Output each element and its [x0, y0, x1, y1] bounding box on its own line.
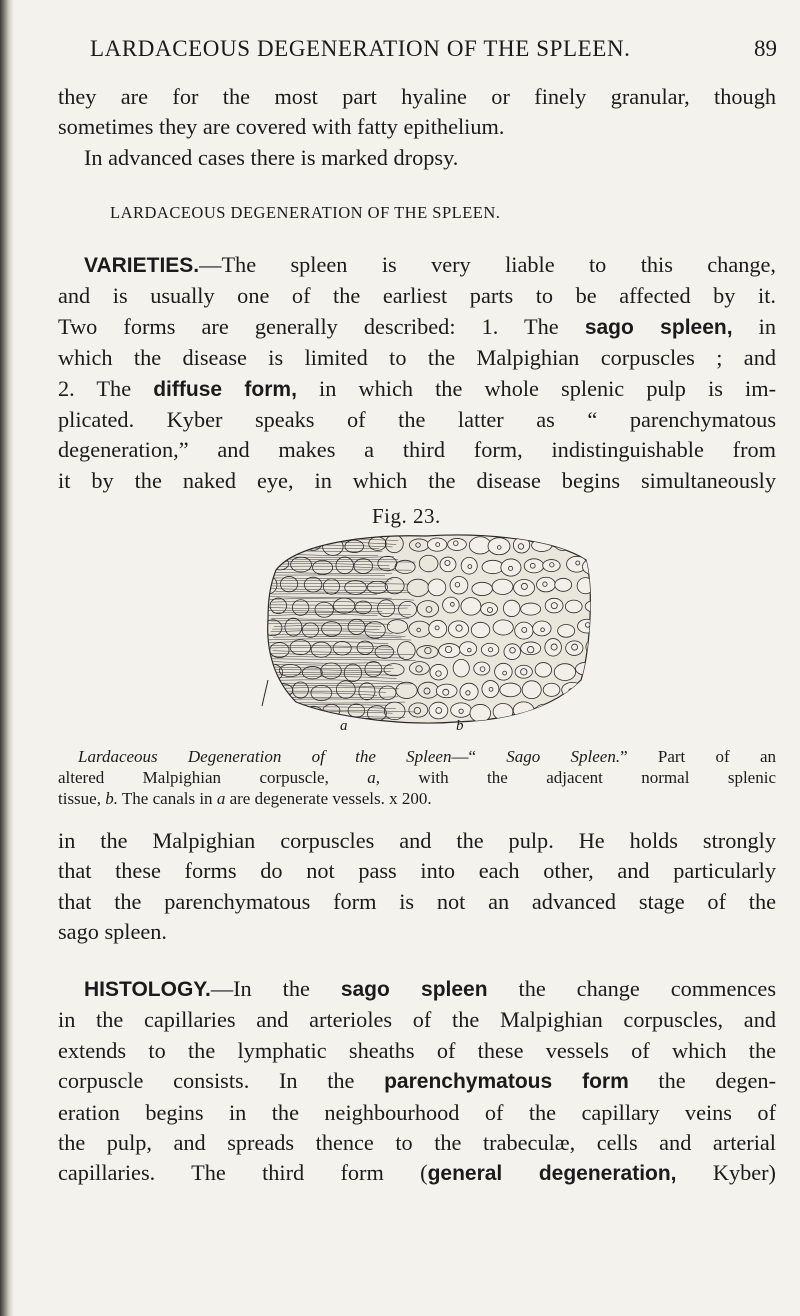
tissue-cell	[566, 641, 583, 656]
cell-nucleus	[564, 712, 569, 717]
tissue-cell	[470, 704, 491, 722]
tissue-cell	[262, 538, 279, 552]
tissue-fiber	[269, 723, 400, 725]
tissue-cell	[501, 559, 521, 576]
pointer-line	[262, 680, 268, 706]
text-line: capillaries. The third form (general degeneration, Kyber)	[58, 1160, 776, 1186]
cell-nucleus	[569, 689, 574, 694]
cell-nucleus	[592, 644, 596, 651]
tissue-cell	[471, 622, 490, 637]
paragraph-varieties	[58, 250, 776, 496]
text-line: that the parenchymatous form is not an advanced stage of the	[58, 888, 776, 914]
tissue-cell	[472, 582, 493, 595]
tissue-cell	[440, 557, 456, 572]
text-line: 2. The diffuse form, in which the whole splenic pulp is im-	[58, 375, 777, 401]
tissue-cell	[428, 579, 446, 596]
paragraph-dropsy	[58, 82, 776, 173]
tissue-cell	[474, 662, 490, 675]
tissue-cell	[461, 598, 481, 616]
tissue-cell	[562, 682, 583, 697]
text-line: In advanced cases there is marked dropsy.	[84, 144, 459, 170]
tissue-cell	[545, 598, 563, 613]
tissue-cell	[439, 644, 460, 658]
tissue-cell	[521, 603, 541, 615]
tissue-cell	[450, 576, 468, 594]
tissue-cell	[545, 639, 562, 657]
tissue-cell	[577, 578, 594, 594]
figure-label: Fig. 23.	[372, 504, 441, 528]
term-sago-spleen: sago spleen	[340, 978, 488, 1001]
tissue-cell	[522, 681, 541, 699]
tissue-cell	[429, 702, 448, 719]
varieties-heading: VARIETIES.	[84, 254, 200, 277]
text-line: they are for the most part hyaline or finely granular, though	[58, 84, 776, 109]
spleen-tissue-drawing	[256, 530, 596, 726]
tissue-cell	[543, 683, 560, 696]
figure-letter-b: b	[456, 718, 464, 734]
caption-line: Lardaceous Degeneration of the Spleen—“ Sago Spleen.” Part of an	[78, 747, 776, 766]
tissue-cell	[448, 538, 467, 550]
text-line: the pulp, and spreads thence to the trabeculæ, cells and arterial	[58, 1130, 776, 1156]
text-line: VARIETIES.—The spleen is very liable to this change,	[84, 252, 776, 277]
paragraph-kyber	[58, 826, 776, 948]
caption-line: altered Malpighian corpuscle, a, with the adjacent normal splenic	[58, 768, 776, 787]
page-number: 89	[754, 36, 777, 61]
text-line: eration begins in the neighbourhood of the capillary veins of	[58, 1099, 776, 1125]
tissue-cell	[284, 704, 304, 719]
text-line: plicated. Kyber speaks of the latter as “ parenchymatous	[58, 407, 776, 433]
tissue-cell	[515, 622, 533, 639]
tissue-cell	[493, 620, 513, 635]
tissue-cell	[451, 703, 472, 717]
tissue-cell	[260, 704, 282, 719]
tissue-cell	[535, 663, 552, 678]
figure-caption	[58, 746, 776, 809]
text-line: and is usually one of the earliest parts to be affected by it.	[58, 283, 776, 309]
tissue-cell	[500, 683, 521, 697]
tissue-cell	[482, 560, 504, 573]
running-head: LARDACEOUS DEGENERATION OF THE SPLEEN.	[90, 36, 631, 61]
tissue-cell	[492, 579, 513, 594]
figure-illustration	[256, 530, 596, 738]
tissue-cell	[448, 621, 468, 638]
text-line: degeneration,” and makes a third form, indistinguishable from	[58, 437, 776, 463]
tissue-cell	[488, 538, 510, 555]
tissue-cell	[504, 644, 521, 660]
section-heading: LARDACEOUS DEGENERATION OF THE SPLEEN.	[110, 203, 501, 222]
text-line: sometimes they are covered with fatty epithelium.	[58, 114, 505, 140]
tissue-cell	[524, 559, 544, 573]
tissue-cell	[576, 706, 596, 724]
tissue-cell	[558, 625, 575, 638]
term-sago-spleen: sago spleen,	[584, 315, 733, 339]
tissue-cell	[578, 619, 596, 633]
text-line: which the disease is limited to the Malpighian corpuscles ; and	[58, 345, 776, 371]
term-general-degeneration: general degeneration,	[427, 1162, 677, 1186]
tissue-cell	[503, 600, 520, 616]
tissue-cell	[515, 665, 532, 678]
tissue-cell	[536, 704, 553, 717]
paragraph-histology	[58, 974, 776, 1190]
tissue-cell	[554, 537, 570, 551]
tissue-cell	[554, 664, 575, 681]
text-line: it by the naked eye, in which the disease begins simultaneously	[58, 467, 776, 493]
tissue-cell	[453, 659, 469, 677]
text-line: HISTOLOGY.—In the sago spleen the change commences	[84, 976, 776, 1001]
tissue-cell	[482, 681, 499, 698]
tissue-cell	[481, 603, 498, 616]
term-parenchymatous-form: parenchymatous form	[384, 1070, 629, 1094]
text-line: in the capillaries and arterioles of the Malpighian corpuscles, and	[58, 1007, 776, 1033]
text-line: in the Malpighian corpuscles and the pulp. He holds strongly	[58, 828, 776, 853]
cell-nucleus	[559, 540, 566, 547]
tissue-cell	[565, 600, 582, 613]
tissue-cell	[429, 620, 447, 637]
tissue-cell	[557, 705, 577, 721]
tissue-cell	[430, 664, 448, 680]
tissue-cell	[514, 580, 535, 596]
text-line: Two forms are generally described: 1. The sago spleen, in	[58, 313, 776, 339]
tissue-cell	[537, 577, 556, 592]
caption-line: tissue, b. The canals in a are degenerate vessels. x 200.	[58, 789, 432, 808]
tissue-cell	[436, 684, 457, 698]
text-line: extends to the lymphatic sheaths of these vessels of which the	[58, 1037, 776, 1063]
tissue-cell	[481, 643, 498, 656]
figure-letter-a: a	[340, 718, 348, 734]
tissue-cell	[543, 560, 560, 572]
tissue-cell	[460, 683, 478, 700]
tissue-cell	[575, 537, 591, 550]
histology-heading: HISTOLOGY.	[84, 978, 211, 1001]
text-line: corpuscle consists. In the parenchymatous form the degen-	[58, 1068, 776, 1094]
tissue-cell	[461, 557, 477, 574]
text-line: that these forms do not pass into each other, and particularly	[58, 858, 776, 884]
tissue-cell	[428, 538, 447, 551]
term-diffuse-form: diffuse form,	[153, 377, 297, 401]
tissue-cell	[555, 578, 572, 591]
text-line: sago spleen.	[58, 919, 167, 945]
tissue-cell	[284, 538, 303, 553]
tissue-cell	[532, 539, 552, 551]
tissue-cell	[586, 684, 596, 702]
book-spine-shadow	[0, 0, 14, 1316]
